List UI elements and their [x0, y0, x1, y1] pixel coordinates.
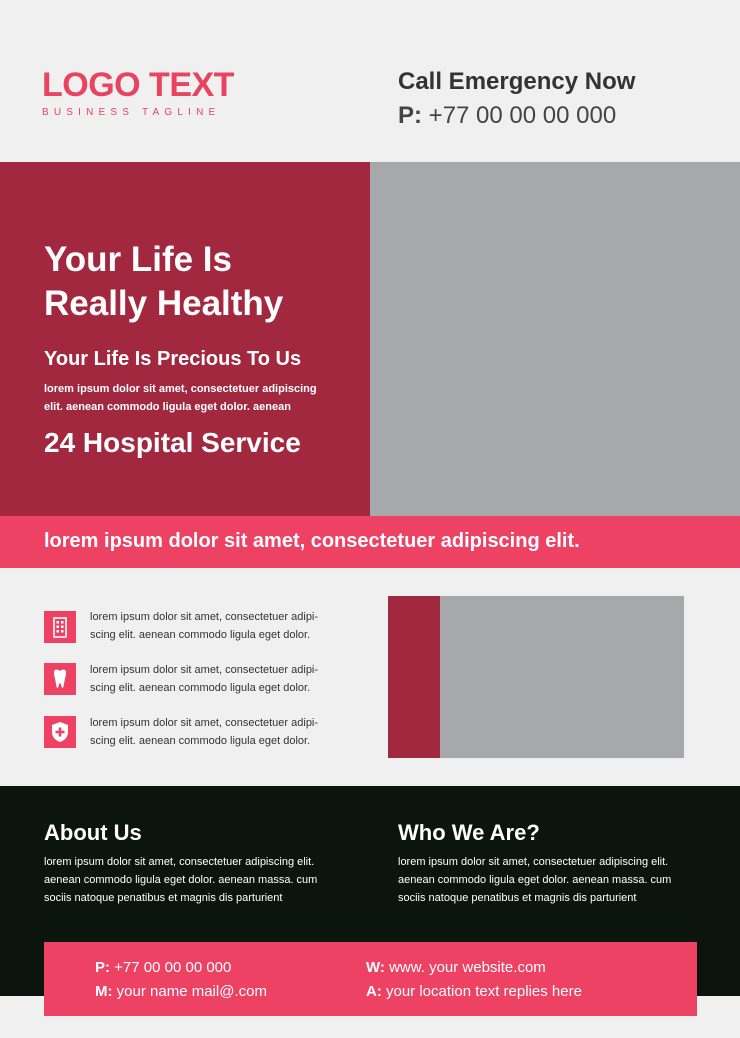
hero-service: 24 Hospital Service — [44, 427, 301, 458]
contact-address-value: your location text replies here — [386, 983, 582, 1000]
contact-web-label: W: — [366, 959, 385, 976]
logo-tagline: BUSINESS TAGLINE — [42, 107, 221, 118]
about-body — [44, 853, 354, 907]
header-phone — [398, 104, 616, 128]
secondary-image-placeholder — [440, 596, 684, 758]
about-title: About Us — [44, 820, 142, 845]
contact-phone-label: P: — [95, 959, 110, 976]
call-emergency-title: Call Emergency Now — [398, 68, 636, 95]
hero-image-placeholder — [370, 162, 740, 516]
hero-body-line1: lorem ipsum dolor sit amet, consectetuer adipiscing — [44, 383, 317, 395]
accent-block — [388, 596, 440, 758]
logo-text: LOGO TEXT — [42, 66, 234, 104]
who-title: Who We Are? — [398, 820, 540, 845]
who-line2: aenean commodo ligula eget dolor. aenean massa. cum — [398, 874, 672, 886]
about-line2: aenean commodo ligula eget dolor. aenean massa. cum — [44, 874, 318, 886]
contact-mail-label: M: — [95, 983, 113, 1000]
contact-web — [366, 960, 546, 975]
contact-web-value: www. your website.com — [389, 959, 546, 976]
contact-bar — [44, 942, 697, 1016]
header-phone-prefix: P: — [398, 102, 422, 129]
about-line1: lorem ipsum dolor sit amet, consectetuer adipiscing elit. — [44, 856, 315, 868]
contact-mail — [95, 984, 267, 999]
header-phone-number: +77 00 00 00 000 — [428, 102, 617, 129]
contact-address — [366, 984, 582, 999]
who-line1: lorem ipsum dolor sit amet, consectetuer adipiscing elit. — [398, 856, 669, 868]
feature-3-line2: scing elit. aenean commodo ligula eget dolor. — [90, 735, 311, 747]
tooth-icon — [44, 663, 76, 695]
feature-text-1 — [90, 608, 348, 644]
shield-cross-icon — [44, 716, 76, 748]
banner-text: lorem ipsum dolor sit amet, consectetuer adipiscing elit. — [44, 530, 580, 552]
contact-address-label: A: — [366, 983, 382, 1000]
hero-heading-line1: Your Life Is — [44, 240, 232, 279]
hero-body-line2: elit. aenean commodo ligula eget dolor. aenean — [44, 401, 291, 413]
feature-1-line2: scing elit. aenean commodo ligula eget dolor. — [90, 629, 311, 641]
feature-text-2 — [90, 661, 348, 697]
about-line3: sociis natoque penatibus et magnis dis parturient — [44, 892, 283, 904]
feature-2-line2: scing elit. aenean commodo ligula eget dolor. — [90, 682, 311, 694]
building-icon — [44, 611, 76, 643]
feature-3-line1: lorem ipsum dolor sit amet, consectetuer adipi- — [90, 717, 319, 729]
who-line3: sociis natoque penatibus et magnis dis parturient — [398, 892, 637, 904]
who-body — [398, 853, 708, 907]
contact-phone-value: +77 00 00 00 000 — [114, 959, 232, 976]
hero-heading-line2: Really Healthy — [44, 284, 284, 323]
feature-2-line1: lorem ipsum dolor sit amet, consectetuer adipi- — [90, 664, 319, 676]
contact-phone — [95, 960, 231, 975]
feature-text-3 — [90, 714, 348, 750]
feature-1-line1: lorem ipsum dolor sit amet, consectetuer adipi- — [90, 611, 319, 623]
hero-heading — [44, 238, 364, 326]
hero-panel — [0, 162, 370, 516]
contact-mail-value: your name mail@.com — [116, 983, 267, 1000]
hero-subheading: Your Life Is Precious To Us — [44, 348, 302, 370]
hero-body — [44, 380, 344, 416]
